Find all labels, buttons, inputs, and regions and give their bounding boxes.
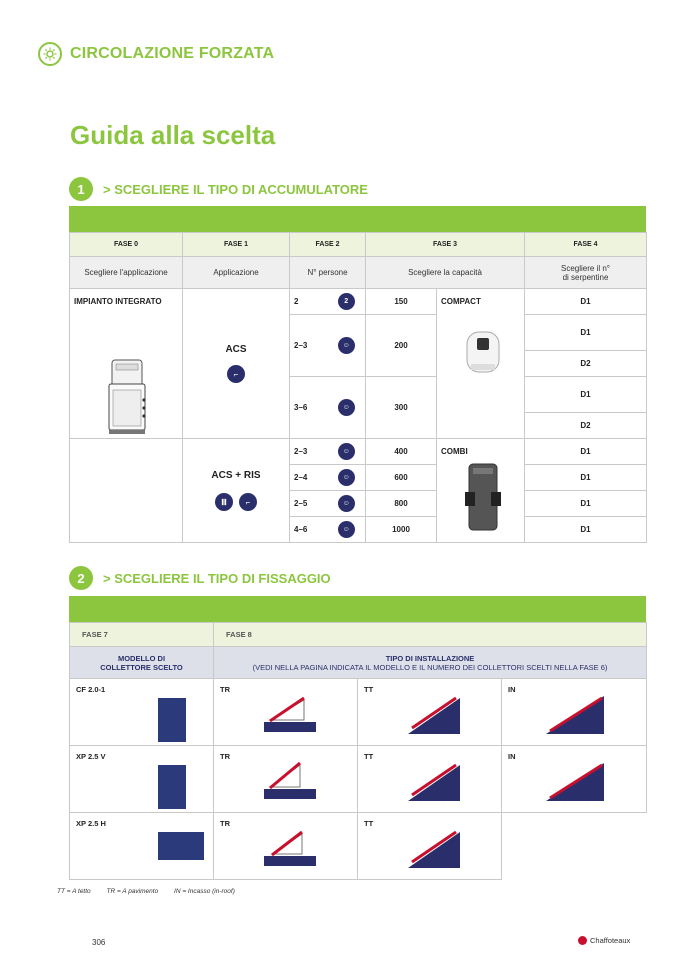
persons-icon: ☺ xyxy=(338,399,355,416)
persons-icon: ☺ xyxy=(338,495,355,512)
phase-7: FASE 7 xyxy=(70,623,214,647)
brand-name: Chaffoteaux xyxy=(590,936,631,945)
capacity-6: 800 xyxy=(366,491,437,517)
combi-cell xyxy=(437,439,525,543)
tr-cell xyxy=(214,679,358,746)
tt-label: TT xyxy=(364,752,374,761)
roof-mount-diagram xyxy=(406,828,464,870)
persons-3: 3–6 xyxy=(290,377,328,439)
model-head xyxy=(70,647,214,679)
persons-icon: ☺ xyxy=(338,443,355,460)
footnote-in: IN = Incasso (in-roof) xyxy=(174,888,235,895)
table-accumulatore xyxy=(69,206,646,543)
persons-icon: ☺ xyxy=(338,337,355,354)
model-compact: COMPACT xyxy=(441,297,481,306)
section2-title: > SCEGLIERE IL TIPO DI FISSAGGIO xyxy=(103,570,331,586)
page-number: 306 xyxy=(92,938,106,947)
section1-title: > SCEGLIERE IL TIPO DI ACCUMULATORE xyxy=(103,181,368,197)
model-name: CF 2.0-1 xyxy=(76,685,106,694)
capacity-3: 300 xyxy=(366,377,437,439)
compact-cell xyxy=(437,289,525,439)
application-cell xyxy=(70,289,183,439)
in-roof-diagram xyxy=(544,694,608,736)
tr-label: TR xyxy=(220,752,230,761)
persons-2: 2–3 xyxy=(290,315,328,377)
model-name: XP 2.5 V xyxy=(76,752,106,761)
model-cell xyxy=(70,813,214,880)
collector-panel-image xyxy=(158,765,186,809)
capacity-7: 1000 xyxy=(366,517,437,543)
coil-1: D1 xyxy=(525,289,647,315)
acs-cell xyxy=(183,289,290,439)
tt-label: TT xyxy=(364,819,374,828)
section2-heading xyxy=(69,566,331,590)
coil-5: D2 xyxy=(525,413,647,439)
coil-2: D1 xyxy=(525,315,647,351)
collector-panel-image xyxy=(158,832,204,860)
coil-4: D1 xyxy=(525,377,647,413)
in-cell xyxy=(502,679,647,746)
subhead-2: N° persone xyxy=(290,257,366,289)
floor-mount-diagram xyxy=(260,694,320,734)
brand-logo xyxy=(578,936,630,945)
capacity-4: 400 xyxy=(366,439,437,465)
subhead-4a: Scegliere il n° xyxy=(561,263,610,273)
in-label: IN xyxy=(508,752,516,761)
tt-cell xyxy=(358,813,502,880)
in-roof-diagram xyxy=(544,761,608,803)
tt-cell xyxy=(358,679,502,746)
model-head-line2: COLLETTORE SCELTO xyxy=(100,662,183,672)
persons-6: 2–5 xyxy=(290,491,328,517)
green-bar xyxy=(69,596,646,622)
persons-4: 2–3 xyxy=(290,439,328,465)
coil-8: D1 xyxy=(525,491,647,517)
floor-mount-diagram xyxy=(260,761,320,801)
phase-8: FASE 8 xyxy=(214,623,647,647)
install-head xyxy=(214,647,647,679)
coil-3: D2 xyxy=(525,351,647,377)
integrated-system-image xyxy=(106,356,182,438)
combi-tank-image xyxy=(463,462,524,536)
footnote-tr: TR = A pavimento xyxy=(106,888,159,895)
install-head-line2: (VEDI NELLA PAGINA INDICATA IL MODELLO E IL NUMERO DEI COLLETTORI SCELTI NELLA FASE 6) xyxy=(252,662,608,672)
tr-cell xyxy=(214,746,358,813)
roof-mount-diagram xyxy=(406,694,464,736)
persons-5: 2–4 xyxy=(290,465,328,491)
green-bar xyxy=(69,206,646,232)
footnote xyxy=(57,888,249,895)
tr-cell xyxy=(214,813,358,880)
in-label: IN xyxy=(508,685,516,694)
tt-label: TT xyxy=(364,685,374,694)
capacity-5: 600 xyxy=(366,465,437,491)
persons-icon: ☺ xyxy=(338,469,355,486)
coil-7: D1 xyxy=(525,465,647,491)
section1-heading xyxy=(69,177,368,201)
roof-mount-diagram xyxy=(406,761,464,803)
persons-7: 4–6 xyxy=(290,517,328,543)
model-cell xyxy=(70,746,214,813)
phase-0: FASE 0 xyxy=(70,233,183,257)
install-head-line1: TIPO DI INSTALLAZIONE xyxy=(385,653,475,663)
section-header xyxy=(38,42,274,66)
tr-label: TR xyxy=(220,819,230,828)
radiator-icon: Ⅲ xyxy=(215,493,233,511)
brand-icon xyxy=(578,936,587,945)
application-name: IMPIANTO INTEGRATO xyxy=(74,297,162,306)
subhead-0: Scegliere l'applicazione xyxy=(70,257,183,289)
subhead-3: Scegliere la capacità xyxy=(366,257,525,289)
model-head-line1: MODELLO DI xyxy=(117,653,166,663)
phase-2: FASE 2 xyxy=(290,233,366,257)
acs-ris-label: ACS + RIS xyxy=(211,470,261,481)
tt-cell xyxy=(358,746,502,813)
section2-number: 2 xyxy=(69,566,93,590)
coil-6: D1 xyxy=(525,439,647,465)
phase-1: FASE 1 xyxy=(183,233,290,257)
persons-1: 2 xyxy=(290,289,328,315)
subhead-4b: di serpentine xyxy=(562,272,609,282)
model-name: XP 2.5 H xyxy=(76,819,106,828)
section1-number: 1 xyxy=(69,177,93,201)
acs-ris-cell xyxy=(183,439,290,543)
subhead-4 xyxy=(525,257,647,289)
capacity-2: 200 xyxy=(366,315,437,377)
coil-9: D1 xyxy=(525,517,647,543)
collector-panel-image xyxy=(158,698,186,742)
sun-icon xyxy=(38,42,62,66)
capacity-1: 150 xyxy=(366,289,437,315)
in-cell xyxy=(502,746,647,813)
floor-mount-diagram xyxy=(260,828,320,868)
phase-4: FASE 4 xyxy=(525,233,647,257)
phase-3: FASE 3 xyxy=(366,233,525,257)
model-combi: COMBI xyxy=(441,447,468,456)
subhead-1: Applicazione xyxy=(183,257,290,289)
persons-two-icon: 2 xyxy=(338,293,355,310)
persons-icon: ☺ xyxy=(338,521,355,538)
header-title: CIRCOLAZIONE FORZATA xyxy=(70,45,275,62)
tr-label: TR xyxy=(220,685,230,694)
tap-icon: ⌐ xyxy=(239,493,257,511)
model-cell xyxy=(70,679,214,746)
tap-icon: ⌐ xyxy=(227,365,245,383)
compact-tank-image xyxy=(463,328,524,378)
table-fissaggio xyxy=(69,596,646,880)
page-title: Guida alla scelta xyxy=(70,120,276,150)
acs-label: ACS xyxy=(225,344,247,355)
footnote-tt: TT = A tetto xyxy=(57,888,91,895)
